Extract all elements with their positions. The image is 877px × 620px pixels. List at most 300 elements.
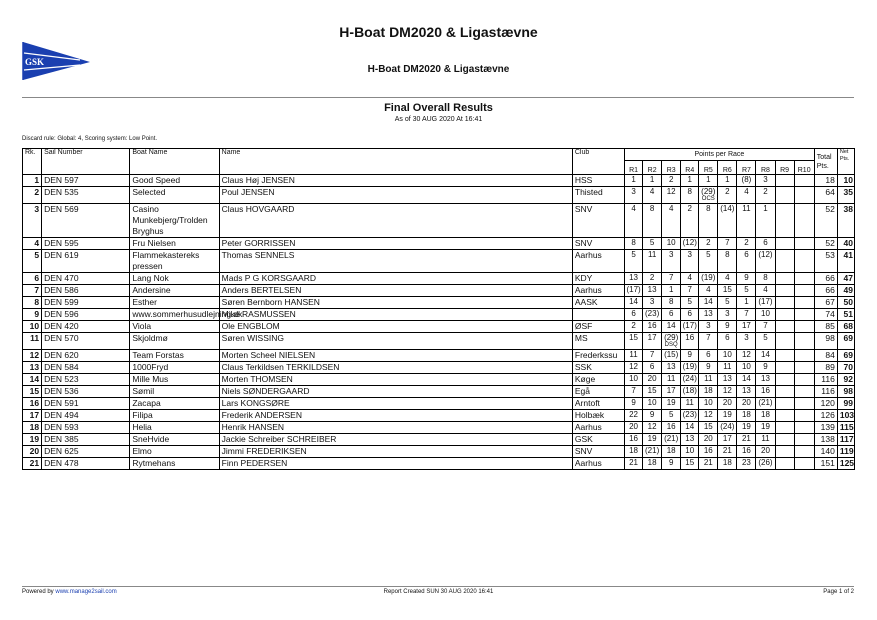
- skipper-name-cell: Mike RASMUSSEN: [219, 309, 572, 321]
- race-score: 7: [725, 238, 730, 247]
- race-score: 11: [742, 204, 751, 213]
- total-points-cell: 85: [814, 321, 837, 333]
- col-race-3: R3: [662, 161, 681, 175]
- total-points-cell: 74: [814, 309, 837, 321]
- race-score-cell: [756, 446, 775, 458]
- race-score-cell: [625, 398, 643, 410]
- race-score: (17): [758, 297, 773, 306]
- race-score-cell: [625, 273, 643, 285]
- sail-number-cell: DEN 478: [42, 458, 130, 470]
- race-score: 13: [647, 285, 657, 294]
- race-score: (23): [645, 309, 660, 318]
- table-row: [23, 374, 855, 386]
- race-score-cell: [794, 297, 814, 309]
- col-points-per-race: Points per Race: [625, 149, 815, 161]
- race-score: 20: [761, 446, 770, 455]
- net-points-cell: 41: [837, 250, 854, 273]
- race-score-cell: [718, 238, 737, 250]
- race-score: 4: [649, 187, 655, 196]
- table-row: [23, 309, 855, 321]
- sail-number-cell: DEN 535: [42, 187, 130, 204]
- race-score: 10: [761, 309, 770, 318]
- race-score-cell: [775, 446, 794, 458]
- race-score: 3: [706, 321, 711, 330]
- race-score-cell: [756, 362, 775, 374]
- race-score: 14: [629, 297, 639, 306]
- race-score: 20: [647, 374, 657, 383]
- race-score-cell: [737, 458, 756, 470]
- race-score-cell: [662, 386, 681, 398]
- race-score: 13: [666, 362, 676, 371]
- race-score-cell: [681, 273, 699, 285]
- race-score: 1: [687, 175, 692, 184]
- race-score: 15: [703, 422, 713, 431]
- race-score-cell: [643, 333, 662, 350]
- race-score-cell: [775, 374, 794, 386]
- club-cell: Arntoft: [572, 398, 624, 410]
- race-score: 2: [687, 204, 692, 213]
- net-points-cell: 10: [837, 175, 854, 187]
- boat-name-cell: Sømil: [130, 386, 219, 398]
- table-row: [23, 321, 855, 333]
- net-points-cell: 125: [837, 458, 854, 470]
- race-score: 16: [666, 422, 676, 431]
- club-cell: MS: [572, 333, 624, 350]
- race-score-cell: [718, 333, 737, 350]
- race-score: 19: [761, 422, 770, 431]
- race-score-cell: [681, 434, 699, 446]
- race-score: 6: [744, 250, 749, 259]
- boat-name-cell: Skjoldmø: [130, 333, 219, 350]
- race-score: 16: [647, 321, 657, 330]
- race-score: 18: [722, 458, 732, 467]
- race-score: 8: [687, 187, 692, 196]
- race-score: 18: [629, 446, 639, 455]
- race-score: 12: [741, 350, 751, 359]
- race-score-cell: [625, 238, 643, 250]
- col-race-6: R6: [718, 161, 737, 175]
- race-score: 14: [685, 422, 695, 431]
- net-points-cell: 38: [837, 204, 854, 238]
- race-score-cell: [718, 250, 737, 273]
- race-score-cell: [718, 410, 737, 422]
- col-rank: Rk.: [23, 149, 42, 175]
- race-score: 21: [703, 458, 713, 467]
- race-score: (21): [645, 446, 660, 455]
- sail-number-cell: DEN 625: [42, 446, 130, 458]
- club-cell: HSS: [572, 175, 624, 187]
- race-score-cell: [643, 187, 662, 204]
- skipper-name-cell: Mads P G KORSGAARD: [219, 273, 572, 285]
- race-score-cell: [699, 350, 718, 362]
- sail-number-cell: DEN 596: [42, 309, 130, 321]
- rank-cell: 1: [23, 175, 42, 187]
- rank-cell: 2: [23, 187, 42, 204]
- race-score: 9: [687, 350, 692, 359]
- race-score: 11: [667, 374, 676, 383]
- race-score: 8: [706, 204, 711, 213]
- race-score: 19: [647, 434, 657, 443]
- net-points-cell: 103: [837, 410, 854, 422]
- race-score-cell: [699, 175, 718, 187]
- race-score: 2: [706, 238, 711, 247]
- race-score-cell: [718, 434, 737, 446]
- race-score: 1: [706, 175, 711, 184]
- race-score: 9: [763, 362, 768, 371]
- club-cell: GSK: [572, 434, 624, 446]
- race-score: 8: [668, 297, 674, 306]
- race-score-cell: [737, 422, 756, 434]
- race-score: 16: [629, 434, 639, 443]
- rank-cell: 17: [23, 410, 42, 422]
- race-score-cell: [794, 238, 814, 250]
- race-score: 7: [687, 285, 692, 294]
- document-subtitle: H-Boat DM2020 & Ligastævne: [367, 64, 510, 75]
- col-race-1: R1: [625, 161, 643, 175]
- race-score: 15: [685, 458, 695, 467]
- race-score: 18: [666, 446, 676, 455]
- race-score: 8: [649, 204, 655, 213]
- race-score: 1: [763, 204, 768, 213]
- table-row: [23, 446, 855, 458]
- race-score-cell: [681, 321, 699, 333]
- race-score: 5: [668, 410, 674, 419]
- race-score: 14: [666, 321, 676, 330]
- race-score-cell: [643, 398, 662, 410]
- race-score-cell: [699, 374, 718, 386]
- club-cell: Aarhus: [572, 250, 624, 273]
- total-points-cell: 64: [814, 187, 837, 204]
- boat-name-cell: Helia: [130, 422, 219, 434]
- net-points-cell: 98: [837, 386, 854, 398]
- sail-number-cell: DEN 385: [42, 434, 130, 446]
- net-points-cell: 70: [837, 362, 854, 374]
- race-score: 20: [741, 398, 751, 407]
- race-score-cell: [662, 446, 681, 458]
- race-score-cell: [737, 446, 756, 458]
- total-points-cell: 139: [814, 422, 837, 434]
- race-score: (29): [664, 333, 679, 342]
- rank-cell: 14: [23, 374, 42, 386]
- race-score-cell: [794, 350, 814, 362]
- race-score-cell: [775, 238, 794, 250]
- race-score-cell: [775, 422, 794, 434]
- race-score-cell: [775, 458, 794, 470]
- race-score-cell: [681, 410, 699, 422]
- rank-cell: 6: [23, 273, 42, 285]
- race-score-cell: [737, 204, 756, 238]
- col-net-pts: Net Pts.: [837, 149, 854, 175]
- net-points-cell: 69: [837, 333, 854, 350]
- race-score: 17: [722, 434, 732, 443]
- race-score-cell: [756, 309, 775, 321]
- sail-number-cell: DEN 420: [42, 321, 130, 333]
- race-score-cell: [775, 204, 794, 238]
- race-score-cell: [699, 309, 718, 321]
- race-score-cell: [718, 398, 737, 410]
- race-score: 4: [706, 285, 711, 294]
- race-score-cell: [756, 434, 775, 446]
- race-score-cell: [718, 458, 737, 470]
- race-score-cell: [718, 285, 737, 297]
- race-score: 3: [668, 250, 674, 259]
- net-points-cell: 51: [837, 309, 854, 321]
- race-score-cell: [756, 398, 775, 410]
- manage2sail-link[interactable]: www.manage2sail.com: [55, 589, 117, 595]
- race-score-cell: [625, 446, 643, 458]
- race-score: 14: [703, 297, 713, 306]
- race-score: 18: [741, 410, 751, 419]
- skipper-name-cell: Morten THOMSEN: [219, 374, 572, 386]
- race-score-cell: [662, 434, 681, 446]
- race-score: 11: [761, 434, 770, 443]
- race-score: 4: [725, 273, 730, 282]
- skipper-name-cell: Jackie Schreiber SCHREIBER: [219, 434, 572, 446]
- race-score-cell: [718, 386, 737, 398]
- race-score-cell: [643, 350, 662, 362]
- race-score-cell: [737, 434, 756, 446]
- race-score-cell: [681, 398, 699, 410]
- race-score-cell: [756, 285, 775, 297]
- race-score: (21): [758, 398, 773, 407]
- race-score: 7: [744, 309, 749, 318]
- race-score-cell: [625, 434, 643, 446]
- race-score-cell: [625, 386, 643, 398]
- race-score-cell: [643, 297, 662, 309]
- race-score-cell: [775, 350, 794, 362]
- rank-cell: 11: [23, 333, 42, 350]
- skipper-name-cell: Ole ENGBLOM: [219, 321, 572, 333]
- race-score-cell: [699, 204, 718, 238]
- net-points-cell: 40: [837, 238, 854, 250]
- race-score-cell: [681, 333, 699, 350]
- race-score: 4: [763, 285, 768, 294]
- race-score-cell: [737, 321, 756, 333]
- net-points-cell: 115: [837, 422, 854, 434]
- race-score-cell: [643, 374, 662, 386]
- discard-rule: Discard rule: Global: 4, Scoring system: Low Point.: [22, 136, 158, 142]
- race-score: 12: [722, 386, 732, 395]
- race-score-cell: [775, 398, 794, 410]
- race-score-cell: [625, 187, 643, 204]
- race-score-cell: [718, 309, 737, 321]
- race-score: 7: [649, 350, 655, 359]
- race-score: (19): [682, 362, 697, 371]
- race-score-cell: [794, 410, 814, 422]
- race-score: 6: [725, 333, 730, 342]
- total-points-cell: 120: [814, 398, 837, 410]
- race-score-cell: [662, 422, 681, 434]
- race-score: 2: [763, 187, 768, 196]
- race-score-cell: [699, 297, 718, 309]
- race-score: 3: [631, 187, 636, 196]
- table-row: [23, 410, 855, 422]
- race-score: 8: [725, 250, 730, 259]
- race-score: 13: [741, 386, 751, 395]
- table-row: [23, 333, 855, 350]
- race-score-cell: [794, 458, 814, 470]
- net-points-cell: 92: [837, 374, 854, 386]
- boat-name-cell: Flammekastereks pressen: [130, 250, 219, 273]
- race-score-cell: [756, 297, 775, 309]
- race-score: 7: [668, 273, 674, 282]
- race-score-cell: [737, 273, 756, 285]
- race-score-cell: [718, 422, 737, 434]
- race-score: 12: [666, 187, 676, 196]
- race-score-cell: [625, 285, 643, 297]
- race-score: 9: [706, 362, 711, 371]
- rank-cell: 4: [23, 238, 42, 250]
- race-score-cell: [775, 273, 794, 285]
- race-score: 6: [687, 309, 692, 318]
- race-score-cell: [794, 250, 814, 273]
- race-score: (21): [664, 434, 679, 443]
- race-score: 3: [744, 333, 749, 342]
- club-cell: KDY: [572, 273, 624, 285]
- race-score: (26): [758, 458, 773, 467]
- race-score: 17: [741, 321, 751, 330]
- col-race-7: R7: [737, 161, 756, 175]
- race-score-cell: [662, 350, 681, 362]
- rank-cell: 7: [23, 285, 42, 297]
- race-score-cell: [794, 175, 814, 187]
- race-score-cell: [662, 175, 681, 187]
- race-score-cell: [775, 309, 794, 321]
- race-score-cell: [794, 446, 814, 458]
- race-score-cell: [662, 285, 681, 297]
- race-score-cell: [681, 238, 699, 250]
- race-score-cell: [794, 422, 814, 434]
- race-score: 3: [687, 250, 692, 259]
- race-score: 21: [741, 434, 751, 443]
- race-score: 11: [629, 350, 638, 359]
- race-score: (24): [682, 374, 697, 383]
- col-race-5: R5: [699, 161, 718, 175]
- table-row: [23, 458, 855, 470]
- race-score: 3: [649, 297, 655, 306]
- race-score-cell: [662, 374, 681, 386]
- race-score: 9: [631, 398, 636, 407]
- boat-name-cell: Elmo: [130, 446, 219, 458]
- race-score-cell: [643, 204, 662, 238]
- race-score-cell: [662, 458, 681, 470]
- race-score-cell: [643, 309, 662, 321]
- club-cell: Frederkssu: [572, 350, 624, 362]
- race-score: 10: [703, 398, 713, 407]
- race-score-cell: [737, 285, 756, 297]
- club-cell: Aarhus: [572, 285, 624, 297]
- table-row: [23, 422, 855, 434]
- race-score: 15: [722, 285, 732, 294]
- total-points-cell: 89: [814, 362, 837, 374]
- race-score-cell: [794, 309, 814, 321]
- total-points-cell: 126: [814, 410, 837, 422]
- net-points-cell: 47: [837, 273, 854, 285]
- race-score-cell: [794, 333, 814, 350]
- race-score: 13: [703, 309, 713, 318]
- sail-number-cell: DEN 620: [42, 350, 130, 362]
- sail-number-cell: DEN 536: [42, 386, 130, 398]
- race-score-cell: [794, 374, 814, 386]
- penalty-code: DSQ: [664, 342, 678, 348]
- race-score: 10: [629, 374, 639, 383]
- race-score-cell: [699, 410, 718, 422]
- boat-name-cell: Lang Nok: [130, 273, 219, 285]
- race-score-cell: [681, 175, 699, 187]
- race-score: 8: [763, 273, 768, 282]
- boat-name-cell: Casino Munkebjerg/Trolden Bryghus: [130, 204, 219, 238]
- race-score: 15: [647, 386, 657, 395]
- boat-name-cell: Mille Mus: [130, 374, 219, 386]
- race-score-cell: [794, 285, 814, 297]
- race-score-cell: [718, 297, 737, 309]
- sail-number-cell: DEN 470: [42, 273, 130, 285]
- total-points-cell: 66: [814, 285, 837, 297]
- net-points-cell: 119: [837, 446, 854, 458]
- sail-number-cell: DEN 586: [42, 285, 130, 297]
- race-score: (8): [741, 175, 752, 184]
- results-table: [22, 148, 855, 470]
- race-score-cell: [643, 285, 662, 297]
- race-score-cell: [662, 362, 681, 374]
- rank-cell: 18: [23, 422, 42, 434]
- race-score: 7: [706, 333, 711, 342]
- race-score: (23): [682, 410, 697, 419]
- race-score-cell: [756, 204, 775, 238]
- race-score: 5: [725, 297, 730, 306]
- race-score: (12): [682, 238, 697, 247]
- net-points-cell: 49: [837, 285, 854, 297]
- race-score-cell: [681, 422, 699, 434]
- race-score-cell: [756, 238, 775, 250]
- race-score: 16: [703, 446, 713, 455]
- race-score-cell: [699, 362, 718, 374]
- race-score-cell: [699, 398, 718, 410]
- table-row: [23, 398, 855, 410]
- race-score: (17): [682, 321, 697, 330]
- race-score-cell: [699, 187, 718, 204]
- race-score: 17: [647, 333, 657, 342]
- race-score-cell: [756, 458, 775, 470]
- race-score-cell: [681, 204, 699, 238]
- race-score-cell: [662, 238, 681, 250]
- sail-number-cell: DEN 569: [42, 204, 130, 238]
- total-points-cell: 67: [814, 297, 837, 309]
- race-score: (17): [626, 285, 641, 294]
- skipper-name-cell: Claus Høj JENSEN: [219, 175, 572, 187]
- race-score-cell: [681, 362, 699, 374]
- rank-cell: 15: [23, 386, 42, 398]
- race-score-cell: [643, 410, 662, 422]
- total-points-cell: 66: [814, 273, 837, 285]
- total-points-cell: 98: [814, 333, 837, 350]
- skipper-name-cell: Thomas SENNELS: [219, 250, 572, 273]
- race-score: 11: [704, 374, 713, 383]
- race-score-cell: [681, 187, 699, 204]
- race-score-cell: [794, 321, 814, 333]
- race-score: 4: [687, 273, 692, 282]
- race-score-cell: [699, 333, 718, 350]
- race-score: 9: [744, 273, 749, 282]
- header-divider: [22, 97, 854, 98]
- sail-number-cell: DEN 591: [42, 398, 130, 410]
- race-score-cell: [662, 321, 681, 333]
- race-score-cell: [699, 422, 718, 434]
- race-score: 9: [668, 458, 674, 467]
- race-score-cell: [625, 175, 643, 187]
- sail-number-cell: DEN 619: [42, 250, 130, 273]
- race-score-cell: [718, 187, 737, 204]
